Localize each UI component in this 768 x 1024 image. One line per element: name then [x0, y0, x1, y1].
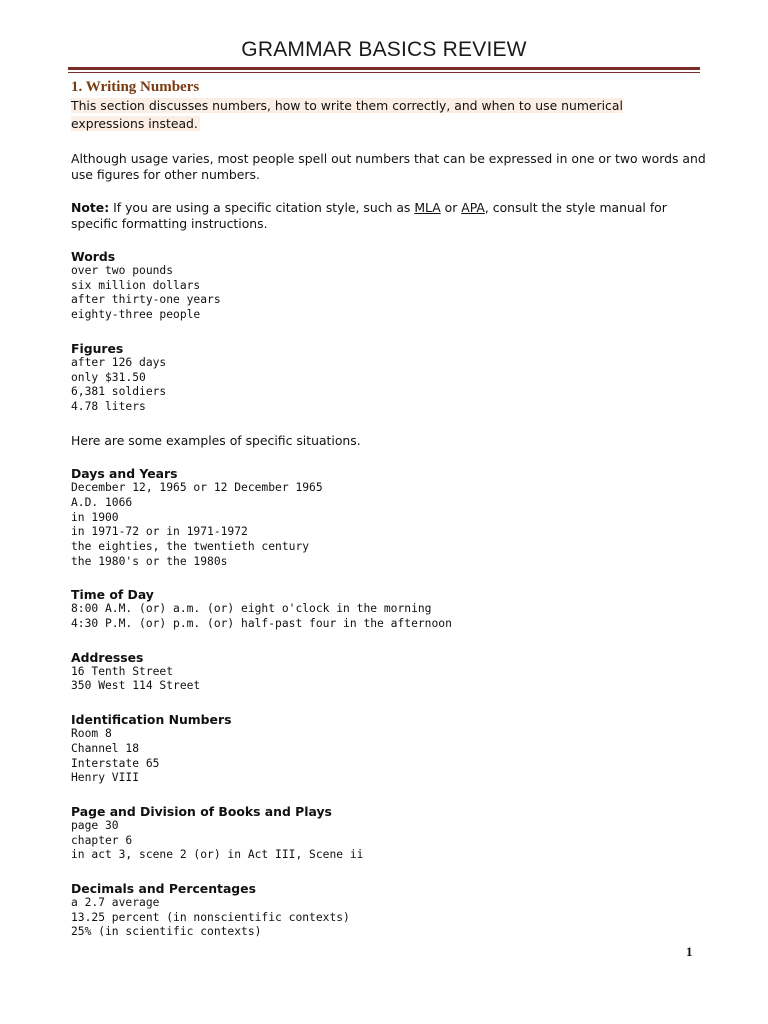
days-years-list — [71, 481, 701, 569]
apa-link[interactable]: APA — [461, 200, 485, 215]
example-line: a 2.7 average — [71, 896, 160, 910]
example-line: 4.78 liters — [71, 399, 146, 413]
days-years-group — [71, 466, 701, 569]
example-line: 8:00 A.M. (or) a.m. (or) eight o'clock in the morning — [71, 602, 432, 616]
section-intro-block — [71, 97, 671, 133]
example-line: 25% (in scientific contexts) — [71, 925, 262, 939]
mla-link[interactable]: MLA — [414, 200, 441, 215]
identification-title: Identification Numbers — [71, 712, 232, 728]
example-line: 4:30 P.M. (or) p.m. (or) half-past four in the afternoon — [71, 617, 452, 631]
time-of-day-group — [71, 587, 701, 631]
days-years-title: Days and Years — [71, 466, 178, 482]
example-line: after 126 days — [71, 355, 167, 369]
example-line: chapter 6 — [71, 833, 133, 847]
example-line: 6,381 soldiers — [71, 385, 167, 399]
example-line: only $31.50 — [71, 370, 146, 384]
page-number: 1 — [686, 944, 693, 959]
example-line: Room 8 — [71, 727, 112, 741]
document-title: GRAMMAR BASICS REVIEW — [241, 38, 527, 61]
examples-intro: Here are some examples of specific situations. — [71, 432, 361, 448]
example-line: in 1971-72 or in 1971-1972 — [71, 525, 248, 539]
figures-group — [71, 341, 701, 415]
words-group — [71, 249, 701, 323]
figures-title: Figures — [71, 340, 124, 356]
example-line: A.D. 1066 — [71, 495, 133, 509]
example-line: 13.25 percent (in nonscientific contexts) — [71, 910, 350, 924]
addresses-group — [71, 650, 701, 694]
words-title: Words — [71, 249, 116, 264]
decimals-group — [71, 881, 701, 940]
header-rule-thick — [68, 67, 700, 70]
example-line: in act 3, scene 2 (or) in Act III, Scene ii — [71, 848, 364, 862]
example-line: the 1980's or the 1980s — [71, 554, 228, 568]
example-line: after thirty-one years — [71, 293, 221, 307]
addresses-list — [71, 665, 701, 694]
books-plays-title: Page and Division of Books and Plays — [71, 803, 332, 819]
books-plays-group — [71, 804, 701, 863]
example-line: 16 Tenth Street — [71, 664, 174, 678]
example-line: 350 West 114 Street — [71, 679, 201, 693]
example-line: Channel 18 — [71, 741, 140, 755]
example-line: page 30 — [71, 818, 119, 832]
example-line: Henry VIII — [71, 771, 140, 785]
identification-group — [71, 712, 701, 786]
example-line: in 1900 — [71, 510, 119, 524]
note-text-middle: or — [440, 200, 462, 215]
time-of-day-title: Time of Day — [71, 587, 154, 603]
time-of-day-list — [71, 602, 701, 631]
example-line: Interstate 65 — [71, 756, 160, 770]
decimals-title: Decimals and Percentages — [71, 881, 256, 897]
example-line: the eighties, the twentieth century — [71, 539, 310, 553]
note-label: Note: — [71, 200, 110, 215]
example-line: over two pounds — [71, 264, 174, 277]
addresses-title: Addresses — [71, 649, 144, 665]
example-line: six million dollars — [71, 278, 201, 292]
note-text-before: If you are using a specific citation style, such as — [109, 200, 415, 215]
figures-list — [71, 356, 701, 415]
section-intro: This section discusses numbers, how to write them correctly, and when to use numerical expressions instead. — [71, 98, 623, 131]
decimals-list — [71, 896, 701, 940]
note-text-after: , consult the style manual for specific formatting instructions. — [71, 200, 667, 231]
header-rule-thin — [68, 72, 700, 73]
example-line: eighty-three people — [71, 308, 201, 322]
books-plays-list — [71, 819, 701, 863]
identification-list — [71, 727, 701, 786]
section-heading: 1. Writing Numbers — [71, 79, 200, 95]
words-list — [71, 264, 701, 323]
document-body — [71, 77, 706, 940]
note-paragraph — [71, 200, 707, 231]
usage-paragraph: Although usage varies, most people spell out numbers that can be expressed in one or two words and use figures for other numbers. — [71, 151, 706, 182]
example-line: December 12, 1965 or 12 December 1965 — [71, 481, 323, 495]
